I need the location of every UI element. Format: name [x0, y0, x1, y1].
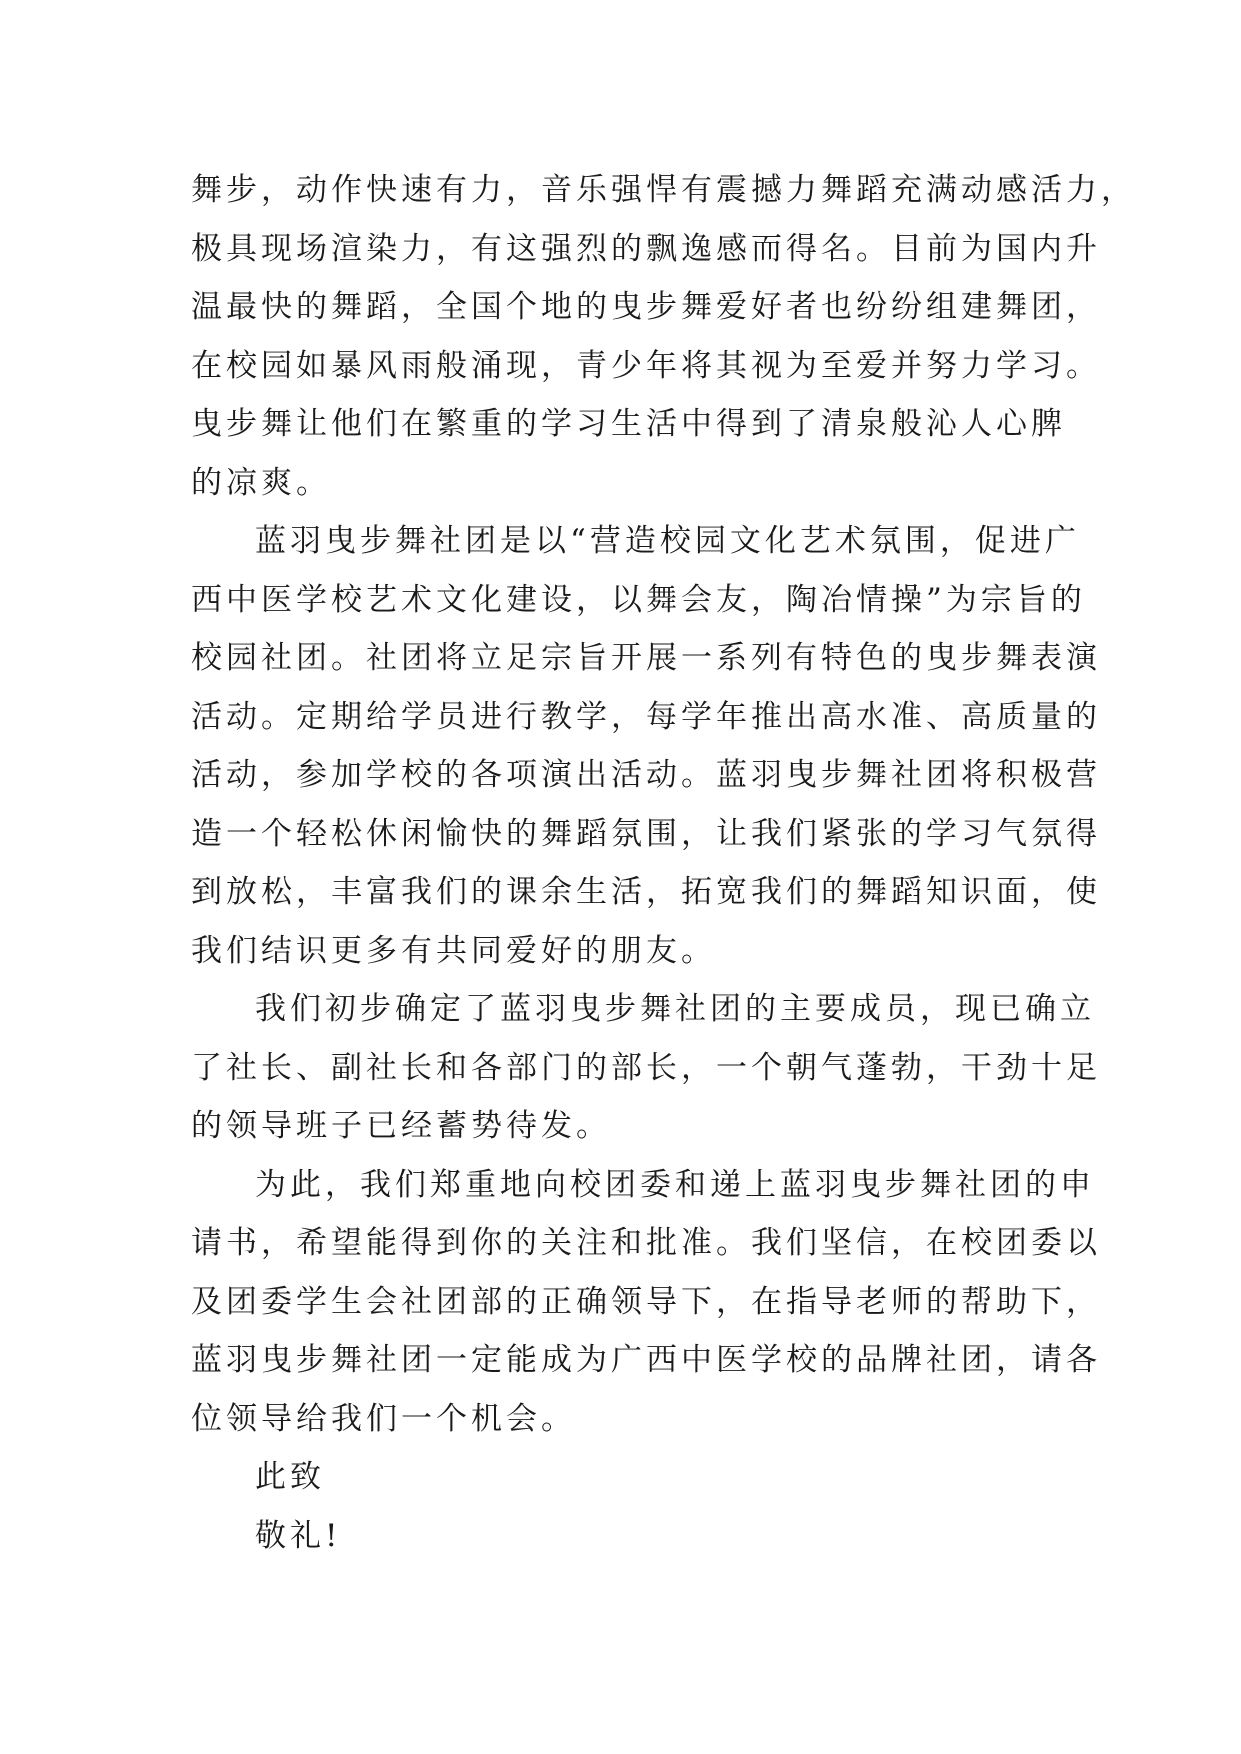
text-line: 造一个轻松休闲愉快的舞蹈氛围，让我们紧张的学习气氛得 — [191, 815, 1101, 852]
closing-salutation: 此致 — [255, 1459, 325, 1495]
text-line: 的领导班子已经蓄势待发。 — [191, 1108, 611, 1144]
text-line: 温最快的舞蹈，全国个地的曳步舞爱好者也纷纷组建舞团， — [191, 289, 1101, 325]
text-line: 请书，希望能得到你的关注和批准。我们坚信，在校团委以 — [191, 1225, 1101, 1261]
text-line: 蓝羽曳步舞社团一定能成为广西中医学校的品牌社团，请各 — [191, 1342, 1101, 1378]
text-line: 了社长、副社长和各部门的部长，一个朝气蓬勃，干劲十足 — [191, 1049, 1101, 1086]
letter-body — [191, 161, 1136, 1565]
text-line: 我们结识更多有共同爱好的朋友。 — [191, 932, 716, 969]
text-line: 位领导给我们一个机会。 — [191, 1400, 576, 1437]
paragraph-start-line: 为此，我们郑重地向校团委和递上蓝羽曳步舞社团的申 — [255, 1166, 1095, 1203]
text-line: 极具现场渲染力，有这强烈的飘逸感而得名。目前为国内升 — [191, 230, 1101, 267]
paragraph-start-line: 蓝羽曳步舞社团是以“营造校园文化艺术氛围，促进广 — [255, 523, 1080, 559]
text-line: 活动，参加学校的各项演出活动。蓝羽曳步舞社团将积极营 — [191, 757, 1101, 793]
text-line: 到放松，丰富我们的课余生活，拓宽我们的舞蹈知识面，使 — [191, 874, 1101, 910]
text-line: 舞步，动作快速有力，音乐强悍有震撼力舞蹈充满动感活力， — [191, 172, 1136, 208]
text-line: 及团委学生会社团部的正确领导下，在指导老师的帮助下， — [191, 1283, 1101, 1320]
text-line: 校园社团。社团将立足宗旨开展一系列有特色的曳步舞表演 — [191, 640, 1101, 676]
paragraph-start-line: 我们初步确定了蓝羽曳步舞社团的主要成员，现已确立 — [255, 991, 1095, 1027]
text-line: 曳步舞让他们在繁重的学习生活中得到了清泉般沁人心脾 — [191, 406, 1066, 442]
text-line: 西中医学校艺术文化建设，以舞会友，陶冶情操”为宗旨的 — [191, 581, 1086, 618]
text-line: 的凉爽。 — [191, 464, 331, 501]
closing-regards: 敬礼! — [255, 1517, 342, 1554]
text-line: 活动。定期给学员进行教学，每学年推出高水准、高质量的 — [191, 698, 1101, 735]
text-line: 在校园如暴风雨般涌现，青少年将其视为至爱并努力学习。 — [191, 347, 1101, 384]
